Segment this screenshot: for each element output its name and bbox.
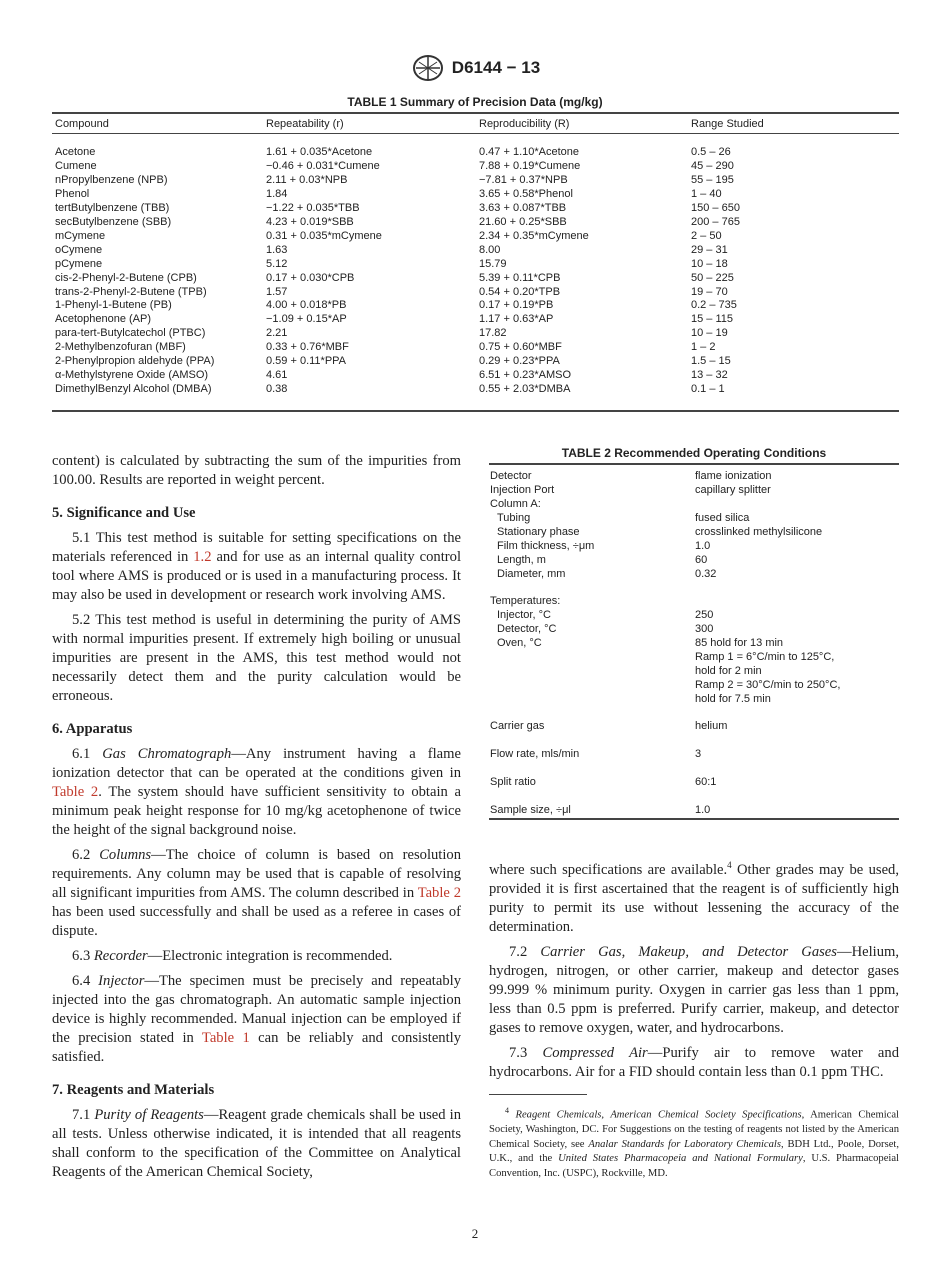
table2-cell: Injector, °C — [497, 609, 551, 621]
table1-cell: 0.33 + 0.76*MBF — [266, 341, 349, 354]
footnote-4: $^4$ Reagent Chemicals, American Chemical Society Specifications, American Chemical Society, Washington, DC. For Suggestions on the testing of reagents not listed by the American Chemical Society, see Analar Standards for Laboratory Chemicals, BDH Ltd., Poole, Dorset, U.K., and the United States Pharmacopeia and National Formulary, U.S. Pharmacopeial Convention, Inc. (USPC), Rockville, MD. — [489, 1106, 899, 1179]
table2-cell: 300 — [695, 623, 714, 635]
table1-cell: 15.79 — [479, 257, 507, 270]
table1-cell: 2-Phenylpropion aldehyde (PPA) — [55, 355, 215, 368]
table1-cell: 1.84 — [266, 187, 288, 200]
table1-cell: 2.34 + 0.35*mCymene — [479, 229, 589, 242]
paragraph-7-1: 7.1 Purity of Reagents—Reagent grade chemicals shall be used in all tests. Unless otherwise indicated, it is intended that all reagents shall conform to the specification of the Committee on Analytical Reagents of the American Chemical Society, — [52, 1107, 462, 1180]
table2-cell: Film thickness, ÷μm — [497, 540, 595, 552]
table1-cell: 0.31 + 0.035*mCymene — [266, 229, 382, 242]
table2-top-rule — [489, 463, 899, 465]
footnote-rule — [489, 1094, 587, 1095]
table2-cell: Sample size, ÷μl — [490, 804, 571, 816]
table1-cell: 1.57 — [266, 285, 288, 298]
table2-cell: 0.32 — [695, 568, 717, 580]
table1-cell: 1.61 + 0.035*Acetone — [266, 146, 373, 158]
table2-cell: Detector, °C — [497, 623, 557, 635]
table1-cell: −0.46 + 0.031*Cumene — [266, 159, 380, 172]
table1-cell: secButylbenzene (SBB) — [55, 215, 172, 228]
ref-link-1-2[interactable]: 1.2 — [193, 549, 212, 565]
table1-cell: 150 – 650 — [691, 201, 740, 214]
ref-link-table-2[interactable]: Table 2 — [52, 784, 99, 800]
table1-cell: oCymene — [55, 243, 103, 256]
table1-cell: −1.09 + 0.15*AP — [266, 313, 347, 326]
table1-cell: tertButylbenzene (TBB) — [55, 201, 170, 214]
paragraph-5-1: 5.1 This test method is suitable for setting specifications on the materials referenced in 1.2 and for use as an internal quality control tool where AMS is produced or is used in a manufacturing process. It may also be used in development or research work involving AMS. — [52, 530, 461, 603]
table2-caption: TABLE 2 Recommended Operating Conditions — [561, 446, 827, 460]
table1-cell: DimethylBenzyl Alcohol (DMBA) — [55, 383, 212, 396]
table2-cell: Temperatures: — [490, 595, 561, 607]
table1-cell: 2-Methylbenzofuran (MBF) — [55, 341, 186, 354]
paragraph-continuation: content) is calculated by subtracting the sum of the impurities from 100.00. Results are reported in weight percent. — [52, 453, 461, 488]
table1-cell: nPropylbenzene (NPB) — [55, 173, 168, 186]
table2-cell: 60 — [695, 554, 708, 566]
document-id: D6144 − 13 — [451, 58, 541, 77]
table1-cell: Cumene — [55, 159, 97, 172]
table1-cell: 10 – 18 — [691, 257, 728, 270]
table1-cell: 15 – 115 — [691, 313, 734, 326]
table1-cell: 4.61 — [266, 369, 288, 382]
table1-cell: 0.17 + 0.19*PB — [479, 299, 554, 312]
table1-header-cell: Compound — [55, 118, 109, 130]
table2-cell: Flow rate, mls/min — [490, 748, 580, 760]
table1-cell: −7.81 + 0.37*NPB — [479, 173, 568, 186]
table2-cell: Detector — [490, 470, 532, 482]
table2-cell: 3 — [695, 748, 702, 760]
table1-cell: 4.23 + 0.019*SBB — [266, 215, 354, 228]
table2-cell: Stationary phase — [497, 526, 580, 538]
table1-cell: 2.11 + 0.03*NPB — [266, 173, 348, 186]
table1-cell: 55 – 195 — [691, 173, 734, 186]
paragraph-6-4: 6.4 Injector—The specimen must be precisely and repeatably injected into the gas chromatograph. An automatic sample injection device is highly recommended. Manual injection can be employed if the precision stated in Table 1 can be reliably and consistently satisfied. — [52, 973, 462, 1065]
table2-cell: capillary splitter — [695, 484, 771, 496]
table1-cell: 1.17 + 0.63*AP — [479, 313, 554, 326]
table1-header-rule — [52, 133, 899, 134]
table2-cell: Tubing — [497, 512, 531, 524]
ref-link-table-2[interactable]: Table 2 — [417, 885, 461, 901]
table1-cell: −1.22 + 0.035*TBB — [266, 201, 360, 214]
table1-cell: 1 – 2 — [691, 341, 716, 354]
section-6-heading: 6. Apparatus — [52, 721, 133, 737]
table1-cell: 29 – 31 — [691, 243, 728, 256]
astm-logo — [410, 54, 446, 82]
table1-cell: pCymene — [55, 257, 103, 270]
table1-cell: 8.00 — [479, 243, 501, 256]
table2-cell: Ramp 2 = 30°C/min to 250°C, — [695, 679, 841, 691]
table1-cell: α-Methylstyrene Oxide (AMSO) — [55, 369, 209, 382]
table1-top-rule — [52, 112, 899, 114]
table1-cell: Acetone — [55, 146, 96, 158]
table1-cell: 13 – 32 — [691, 369, 728, 382]
table1-cell: 0.75 + 0.60*MBF — [479, 341, 562, 354]
table1-cell: 0.17 + 0.030*CPB — [266, 271, 355, 284]
section-7-heading: 7. Reagents and Materials — [52, 1082, 215, 1098]
table1-header-cell: Reproducibility (R) — [479, 118, 570, 130]
table1-cell: Phenol — [55, 187, 90, 200]
table1-cell: 1-Phenyl-1-Butene (PB) — [55, 299, 172, 312]
table2-cell: helium — [695, 720, 728, 732]
table1-cell: 50 – 225 — [691, 271, 734, 284]
table2-cell: flame ionization — [695, 470, 772, 482]
table1-cell: 0.47 + 1.10*Acetone — [479, 146, 579, 158]
table1-cell: trans-2-Phenyl-2-Butene (TPB) — [55, 285, 207, 298]
table2-bottom-rule — [489, 818, 899, 820]
table2-cell: Diameter, mm — [497, 568, 566, 580]
table2-cell: fused silica — [695, 512, 750, 524]
page-header — [0, 54, 950, 84]
table2-cell: 1.0 — [695, 540, 711, 552]
table1-cell: 7.88 + 0.19*Cumene — [479, 159, 581, 172]
table2-cell: Ramp 1 = 6°C/min to 125°C, — [695, 651, 835, 663]
table2-cell: Split ratio — [490, 776, 536, 788]
table1-cell: 21.60 + 0.25*SBB — [479, 215, 567, 228]
table1-cell: 1 – 40 — [691, 187, 722, 200]
table1-cell: mCymene — [55, 229, 106, 242]
table1-cell: 0.38 — [266, 383, 288, 396]
table1-cell: 0.29 + 0.23*PPA — [479, 355, 560, 368]
table2-cell: Carrier gas — [490, 720, 545, 732]
table1-cell: 19 – 70 — [691, 285, 728, 298]
table1-cell: 0.54 + 0.20*TPB — [479, 285, 561, 298]
left-column — [52, 452, 461, 1188]
table1-cell: 3.65 + 0.58*Phenol — [479, 187, 573, 200]
table2-cell: Injection Port — [490, 484, 555, 496]
table2-cell: Column A: — [490, 498, 541, 510]
table1-caption: TABLE 1 Summary of Precision Data (mg/kg) — [347, 95, 603, 109]
table1-cell: 5.12 — [266, 257, 288, 270]
table1-cell: 17.82 — [479, 327, 507, 340]
table1-header-cell: Range Studied — [691, 118, 764, 130]
section-5-heading: 5. Significance and Use — [52, 505, 196, 521]
table2-cell: 1.0 — [695, 804, 711, 816]
table1-cell: 0.55 + 2.03*DMBA — [479, 383, 571, 396]
table1-cell: para-tert-Butylcatechol (PTBC) — [55, 327, 206, 340]
table1-cell: 4.00 + 0.018*PB — [266, 299, 347, 312]
table1-cell: 6.51 + 0.23*AMSO — [479, 369, 572, 382]
ref-link-table-1[interactable]: Table 1 — [201, 1030, 250, 1046]
table1-cell: 2.21 — [266, 327, 288, 340]
table1-cell: 0.59 + 0.11*PPA — [266, 355, 347, 368]
table2-cell: 60:1 — [695, 776, 717, 788]
table1-cell: 0.1 – 1 — [691, 383, 725, 396]
table1-cell: cis-2-Phenyl-2-Butene (CPB) — [55, 271, 197, 284]
table2-cell: hold for 7.5 min — [695, 693, 771, 705]
table1-cell: 45 – 290 — [691, 159, 734, 172]
table2-cell: crosslinked methylsilicone — [695, 526, 823, 538]
paragraph-7-1-continuation: where such specifications are available.$^4$ Other grades may be used, provided it is first ascertained that the reagent is of sufficiently high purity to permit its use without lessening the accuracy of the determination. — [489, 860, 899, 935]
table1-cell: 200 – 765 — [691, 215, 740, 228]
right-column — [489, 856, 899, 1088]
table1-cell: 0.5 – 26 — [691, 146, 731, 158]
paragraph-6-3: 6.3 Recorder—Electronic integration is recommended. — [72, 948, 393, 964]
table1-cell: 10 – 19 — [691, 327, 728, 340]
paragraph-7-3: 7.3 Compressed Air—Purify air to remove water and hydrocarbons. Air for a FID should contain less than 0.1 ppm THC. — [489, 1044, 899, 1080]
table2-cell: 85 hold for 13 min — [695, 637, 784, 649]
page-number: 2 — [471, 1226, 479, 1241]
table2-cell: Oven, °C — [497, 637, 542, 649]
paragraph-6-1: 6.1 Gas Chromatograph—Any instrument having a flame ionization detector that can be operated at the conditions given in Table 2. The system should have sufficient sensitivity to obtain a minimum peak height response for 10 mg/kg acetophenone of twice the height of the signal background noise. — [52, 746, 461, 838]
paragraph-5-2: 5.2 This test method is useful in determining the purity of AMS with normal impurities present. If extremely high boiling or unusual impurities are present in the AMS, this test method would not necessarily detect them and the purity calculation would be erroneous. — [52, 612, 461, 704]
table1-cell: 5.39 + 0.11*CPB — [479, 271, 561, 284]
paragraph-6-2: 6.2 Columns—The choice of column is based on resolution requirements. Any column may be used that is capable of resolving all significant impurities from AMS. The column described in Table 2 has been used successfully and shall be used as a referee in cases of dispute. — [52, 847, 461, 939]
table1-cell: Acetophenone (AP) — [55, 313, 152, 326]
table2-cell: 250 — [695, 609, 714, 621]
footnote-ref-4[interactable]: 4 — [727, 860, 732, 870]
table1-bottom-rule — [52, 410, 899, 412]
table1-cell: 1.63 — [266, 243, 288, 256]
table1-header-cell: Repeatability (r) — [266, 118, 344, 130]
table2-cell: Length, m — [497, 554, 546, 566]
paragraph-7-2: 7.2 Carrier Gas, Makeup, and Detector Gases—Helium, hydrogen, nitrogen, or other carrier, makeup and detector gases 99.999 % minimum purity. Oxygen in carrier gas less than 1 ppm, less than 0.5 ppm is preferred. Purify carrier, makeup, and detector gases to remove oxygen, water, and hydrocarbons. — [489, 943, 899, 1036]
table2-cell: hold for 2 min — [695, 665, 762, 677]
table1-cell: 1.5 – 15 — [691, 355, 731, 368]
table1-cell: 3.63 + 0.087*TBB — [479, 201, 567, 214]
table1-cell: 2 – 50 — [691, 229, 722, 242]
table1-cell: 0.2 – 735 — [691, 299, 737, 312]
